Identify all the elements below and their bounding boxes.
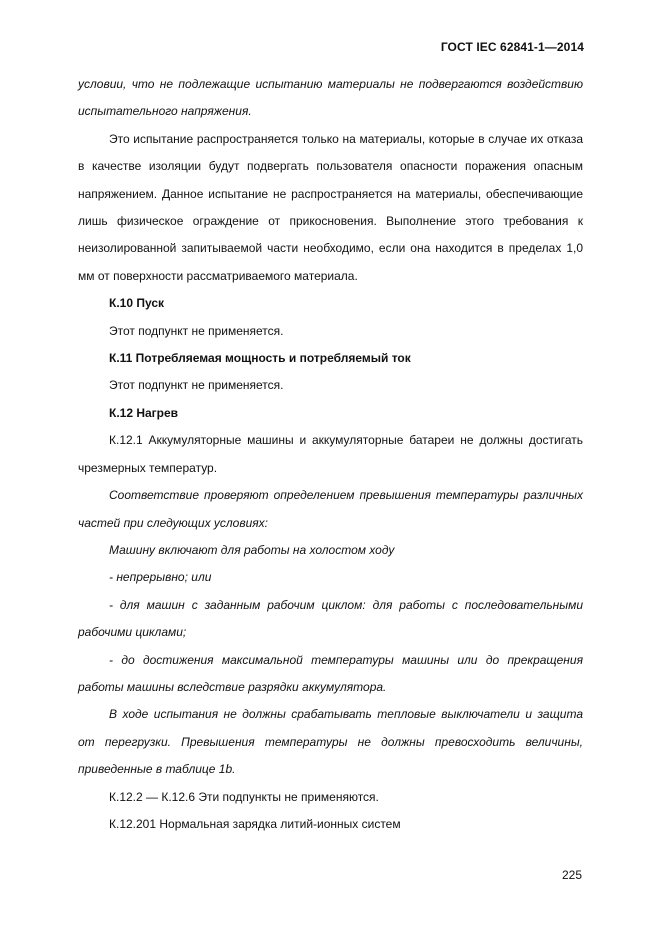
paragraph-k10-note: Этот подпункт не применяется. [109, 323, 284, 338]
paragraph-scope: Это испытание распространяется только на материалы, которые в случае их отказа в качестве изоляции будут подвергать пользователя опасности поражения опасным напряжением. Данное испытание не распространяется на материалы, обеспечивающие лишь физическое ограждение от прикосновения. Выполнение этого требования к неизолированной запитываемой части необходимо, если она находится в пределах 1,0 мм от поверхности рассматриваемого материала. [78, 131, 583, 283]
paragraph-compliance: Соответствие проверяют определением превышения температуры различных частей при следующих условиях: [78, 488, 583, 530]
paragraph-k11-note: Этот подпункт не применяется. [109, 378, 284, 393]
section-heading-k11: К.11 Потребляемая мощность и потребляемый ток [109, 351, 411, 366]
paragraph-k12-1: К.12.1 Аккумуляторные машины и аккумуляторные батареи не должны достигать чрезмерных температур. [78, 433, 583, 475]
paragraph-k12-201: К.12.201 Нормальная зарядка литий-ионных систем [109, 816, 401, 831]
section-heading-k10: К.10 Пуск [109, 296, 165, 311]
list-item-max-temperature: - до достижения максимальной температуры машины или до прекращения работы машины вследствие разрядки аккумулятора. [78, 652, 583, 694]
paragraph-thermal-protection: В ходе испытания не должны срабатывать тепловые выключатели и защита от перегрузки. Превышения температуры не должны превосходить величины, приведенные в таблице 1b. [78, 707, 583, 777]
standard-designation: ГОСТ IEC 62841-1—2014 [440, 40, 584, 54]
list-item-duty-cycle: - для машин с заданным рабочим циклом: для работы с последовательными рабочими циклами; [78, 597, 583, 640]
section-heading-k12: К.12 Нагрев [109, 405, 179, 420]
paragraph-idle-run: Машину включают для работы на холостом ходу [109, 542, 395, 557]
body-text [78, 71, 583, 838]
paragraph-continuation: условии, что не подлежащие испытанию материалы не подвергаются воздействию испытательного напряжения. [78, 77, 583, 119]
page-number: 225 [561, 868, 582, 882]
list-item-continuous: - непрерывно; или [109, 570, 212, 585]
paragraph-k12-2-6: К.12.2 — К.12.6 Эти подпункты не применяются. [109, 789, 379, 804]
